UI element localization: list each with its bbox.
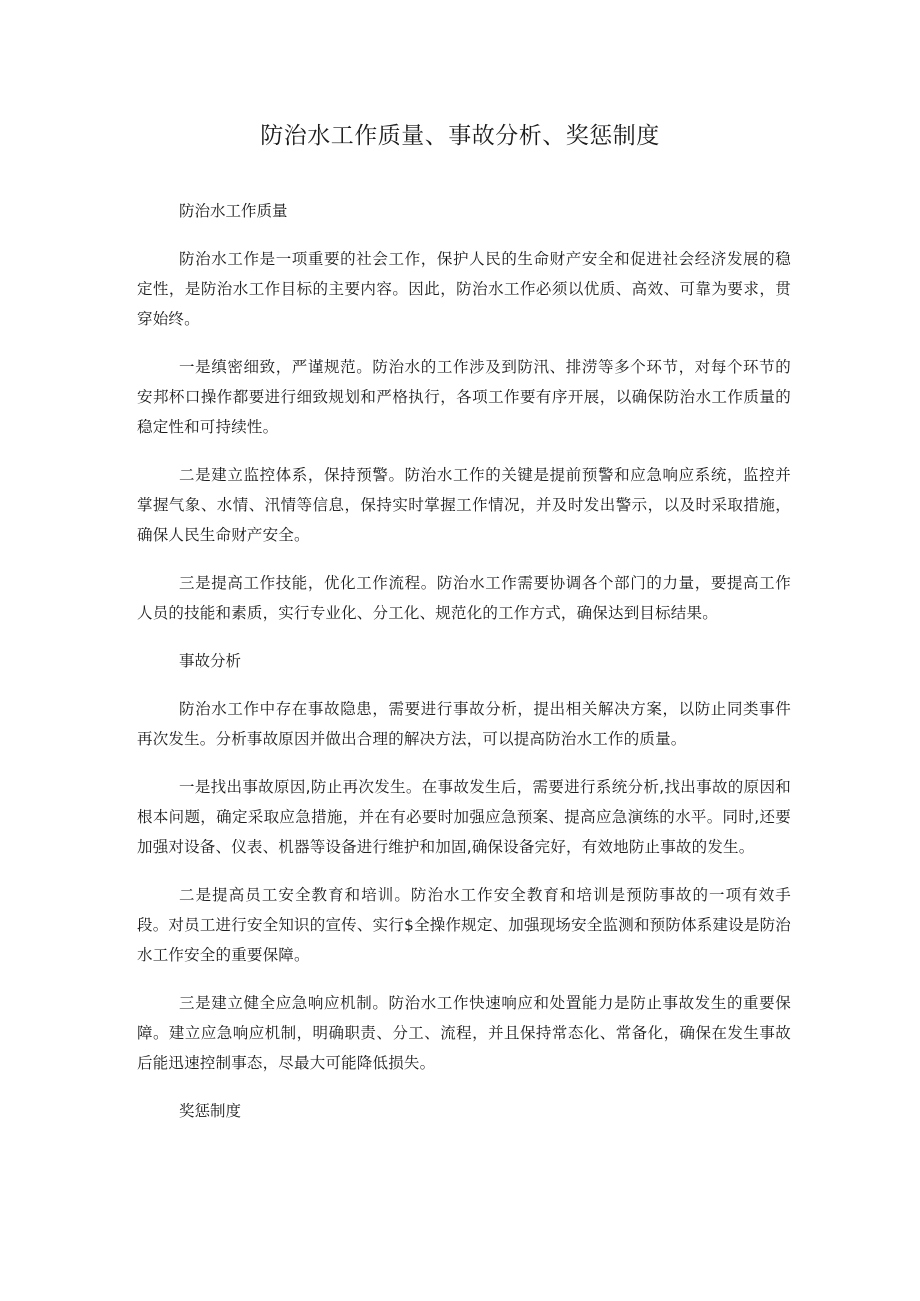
paragraph: 防治水工作中存在事故隐患，需要进行事故分析，提出相关解决方案，以防止同类事件再次发生。分析事故原因并做出合理的解决方法，可以提高防治水工作的质量。 xyxy=(137,700,791,748)
paragraph: 防治水工作是一项重要的社会工作，保护人民的生命财产安全和促进社会经济发展的稳定性，是防治水工作目标的主要内容。因此，防治水工作必须以优质、高效、可靠为要求，贯穿始终。 xyxy=(137,250,791,328)
paragraph: 一是缜密细致，严谨规范。防治水的工作涉及到防汛、排涝等多个环节，对每个环节的安邦杯口操作都要进行细致规划和严格执行，各项工作要有序开展，以确保防治水工作质量的稳定性和可持续性。 xyxy=(137,358,791,436)
paragraph: 一是找出事故原因,防止再次发生。在事故发生后，需要进行系统分析,找出事故的原因和根本问题，确定采取应急措施，并在有必要时加强应急预案、提高应急演练的水平。同时,还要加强对设备、仪表、机器等设备进行维护和加固,确保设备完好，有效地防止事故的发生。 xyxy=(137,778,791,856)
paragraph: 三是建立健全应急响应机制。防治水工作快速响应和处置能力是防止事故发生的重要保障。建立应急响应机制，明确职责、分工、流程，并且保持常态化、常备化，确保在发生事故后能迅速控制事态，尽最大可能降低损失。 xyxy=(137,994,791,1072)
paragraph: 三是提高工作技能，优化工作流程。防治水工作需要协调各个部门的力量，要提高工作人员的技能和素质，实行专业化、分工化、规范化的工作方式，确保达到目标结果。 xyxy=(137,574,791,622)
paragraph: 二是建立监控体系，保持预警。防治水工作的关键是提前预警和应急响应系统，监控并掌握气象、水情、汛情等信息，保持实时掌握工作情况，并及时发出警示，以及时采取措施，确保人民生命财产安全。 xyxy=(137,466,791,544)
section-heading-accident-analysis: 事故分析 xyxy=(179,652,242,670)
section-heading-quality: 防治水工作质量 xyxy=(179,202,288,220)
document-title: 防治水工作质量、事故分析、奖惩制度 xyxy=(260,123,660,149)
document-body xyxy=(137,196,791,1144)
section-heading-rewards-penalties: 奖惩制度 xyxy=(179,1102,242,1120)
paragraph: 二是提高员工安全教育和培训。防治水工作安全教育和培训是预防事故的一项有效手段。对员工进行安全知识的宣传、实行$全操作规定、加强现场安全监测和预防体系建设是防治水工作安全的重要保障。 xyxy=(137,886,791,964)
